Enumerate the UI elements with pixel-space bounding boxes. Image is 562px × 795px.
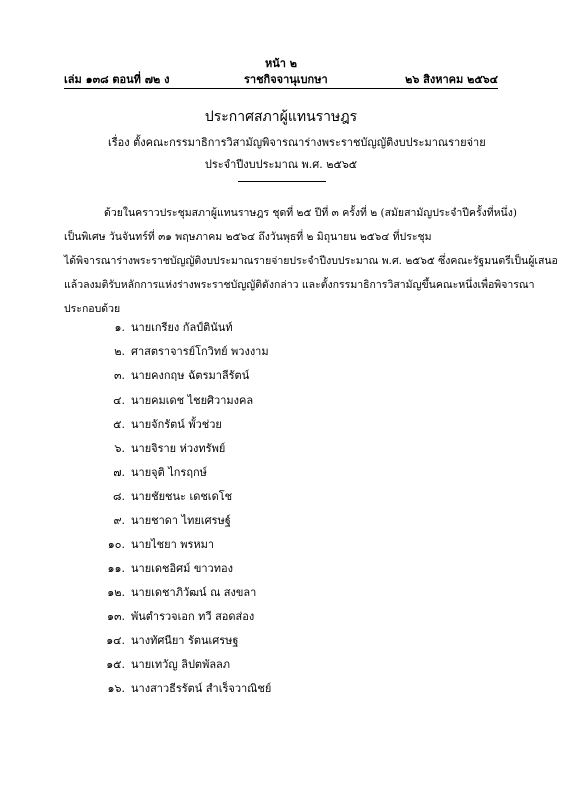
member-number: ๑๖. [107, 682, 125, 695]
member-name: นายเดชาภิวัฒน์ ณ สงขลา [131, 586, 257, 599]
member-name: นายจิราย ห่วงทรัพย์ [131, 442, 226, 455]
body-line: ประกอบด้วย [64, 303, 121, 315]
member-name: นายคงกฤษ ฉัตรมาลีรัตน์ [131, 369, 250, 382]
subject-line-2: ประจำปีงบประมาณ พ.ศ. ๒๕๖๕ [204, 158, 358, 171]
member-list-item [105, 586, 256, 600]
member-list-item [105, 610, 254, 624]
member-number: ๙. [113, 514, 125, 527]
member-name: นางสาวธีรรัตน์ สำเร็จวาณิชย์ [131, 682, 272, 695]
member-name: พันตำรวจเอก ทวี สอดส่อง [131, 610, 255, 623]
member-number: ๑๓. [107, 610, 125, 623]
member-number: ๑๕. [106, 658, 125, 671]
member-number: ๓. [113, 369, 125, 382]
member-list-item [105, 682, 271, 696]
member-number: ๑๒. [107, 586, 125, 599]
page-number: หน้า ๒ [264, 57, 298, 70]
member-number: ๑. [114, 321, 125, 334]
member-list-item [105, 466, 207, 480]
member-list-item [105, 442, 225, 456]
member-number: ๔. [113, 394, 125, 407]
member-number: ๑๔. [106, 634, 125, 647]
member-number: ๑๐. [107, 538, 125, 551]
gazette-header [64, 70, 498, 86]
member-number: ๑๑. [107, 562, 125, 575]
subject-line-1: เรื่อง ตั้งคณะกรรมาธิการวิสามัญพิจารณาร่างพระราชบัญญัติงบประมาณรายจ่าย [108, 136, 486, 149]
member-name: นายเทวัญ ลิปตพัลลภ [131, 658, 231, 671]
gazette-date: ๒๖ สิงหาคม ๒๕๖๔ [405, 73, 498, 86]
volume-issue: เล่ม ๑๓๘ ตอนที่ ๗๒ ง [64, 73, 170, 86]
member-name: นายเดชอิศม์ ขาวทอง [131, 562, 233, 575]
member-name: นายจักรัตน์ พั้วช่วย [131, 418, 222, 431]
member-list-item [105, 658, 230, 672]
member-name: นายชาดา ไทยเศรษฐ์ [131, 514, 231, 527]
body-line: แล้วลงมติรับหลักการแห่งร่างพระราชบัญญัติดังกล่าว และตั้งกรรมาธิการวิสามัญขึ้นคณะหนึ่งเพื่อพิจารณา [64, 279, 535, 291]
member-name: นายไชยา พรหมา [131, 538, 215, 551]
member-number: ๕. [113, 418, 125, 431]
member-number: ๘. [113, 490, 125, 503]
body-line: ได้พิจารณาร่างพระราชบัญญัติงบประมาณรายจ่ายประจำปีงบประมาณ พ.ศ. ๒๕๖๕ ซึ่งคณะรัฐมนตรีเป็นผู้เสนอ [64, 255, 558, 267]
member-name: นายเกรียง กัลป์ตินันท์ [131, 321, 233, 334]
member-name: ศาสตราจารย์โกวิทย์ พวงงาม [131, 345, 269, 358]
member-list-item [105, 345, 269, 359]
announcement-title: ประกาศสภาผู้แทนราษฎร [204, 109, 358, 125]
member-name: นางทัศนียา รัตนเศรษฐ [131, 634, 239, 647]
header-divider [64, 88, 498, 89]
member-number: ๒. [114, 345, 125, 358]
member-list-item [105, 634, 238, 648]
body-line: เป็นพิเศษ วันจันทร์ที่ ๓๑ พฤษภาคม ๒๕๖๔ ถึงวันพุธที่ ๒ มิถุนายน ๒๕๖๔ ที่ประชุม [64, 231, 432, 243]
title-divider [238, 181, 326, 182]
member-list-item [105, 514, 231, 528]
member-name: นายคมเดช ไชยศิวามงคล [131, 394, 254, 407]
member-list-item [105, 538, 214, 552]
gazette-name: ราชกิจจานุเบกษา [244, 73, 328, 86]
member-number: ๗. [113, 466, 125, 479]
member-list-item [105, 490, 232, 504]
member-list-item [105, 369, 249, 383]
member-list-item [105, 418, 222, 432]
member-name: นายชัยชนะ เดชเดโช [131, 490, 233, 503]
member-list-item [105, 562, 233, 576]
member-number: ๖. [114, 442, 125, 455]
member-list-item [105, 394, 253, 408]
body-line: ด้วยในคราวประชุมสภาผู้แทนราษฎร ชุดที่ ๒๕ ปีที่ ๓ ครั้งที่ ๒ (สมัยสามัญประจำปีครั้งที่หนึ่ง) [104, 207, 517, 219]
member-list-item [105, 321, 233, 335]
member-name: นายจุติ ไกรฤกษ์ [131, 466, 207, 479]
